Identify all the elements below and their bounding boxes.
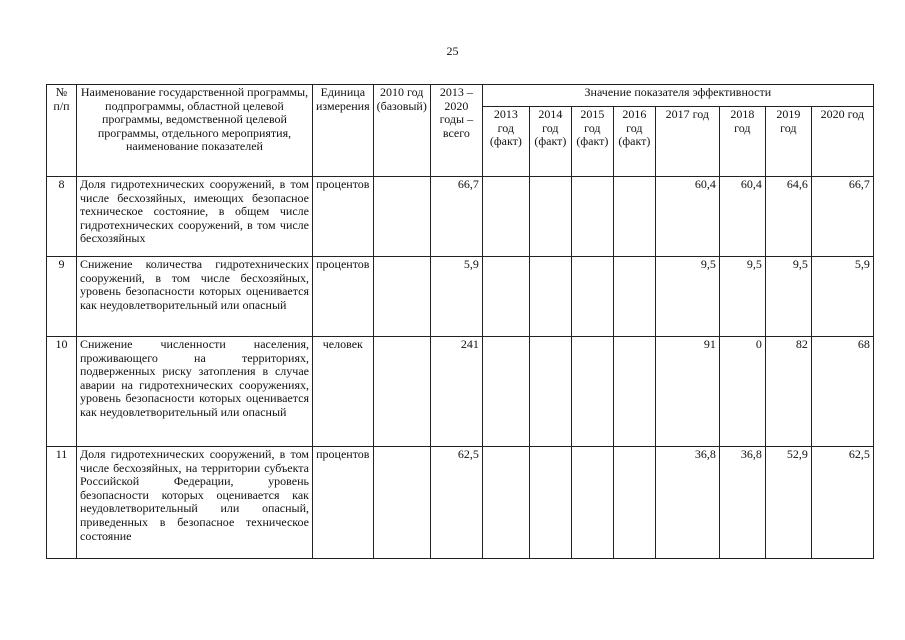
base-value (373, 177, 430, 257)
year-value (482, 257, 529, 337)
year-value (613, 177, 655, 257)
year-value (571, 337, 613, 447)
year-value: 36,8 (655, 447, 719, 559)
col-num-header (47, 85, 77, 177)
base-value (373, 447, 430, 559)
col-total-header: 2013 – 2020 годы – всего (430, 85, 482, 177)
year-value (529, 177, 571, 257)
year-value: 60,4 (655, 177, 719, 257)
table-row (47, 337, 874, 447)
year-value (613, 447, 655, 559)
year-value (613, 337, 655, 447)
year-header: 2016 год (факт) (613, 107, 655, 177)
indicator-values-header: Значение показателя эффективности (482, 85, 873, 107)
year-value: 62,5 (811, 447, 873, 559)
year-value (571, 257, 613, 337)
header-row (47, 85, 874, 107)
year-value: 9,5 (765, 257, 811, 337)
year-value: 9,5 (719, 257, 765, 337)
year-header: 2015 год (факт) (571, 107, 613, 177)
year-value (482, 177, 529, 257)
year-value: 68 (811, 337, 873, 447)
year-header: 2018 год (719, 107, 765, 177)
year-header: 2020 год (811, 107, 873, 177)
year-value (529, 257, 571, 337)
indicators-table (46, 84, 874, 559)
year-value: 0 (719, 337, 765, 447)
unit-cell: процентов (313, 177, 374, 257)
indicator-name: Снижение количества гидротехнических сооружений, в том числе бесхозяйных, уровень безопасности которых оценивается как неудовлетворительный или опасный (77, 257, 313, 337)
year-value (613, 257, 655, 337)
indicator-name: Доля гидротехнических сооружений, в том числе бесхозяйных, на территории субъекта Российской Федерации, уровень безопасности которых оценивается как неудовлетворительный или опасный, приведенных в безопасное техническое состояние (77, 447, 313, 559)
year-value (571, 177, 613, 257)
year-value: 64,6 (765, 177, 811, 257)
unit-cell: человек (313, 337, 374, 447)
unit-cell: процентов (313, 257, 374, 337)
year-value (529, 337, 571, 447)
table-row (47, 447, 874, 559)
year-value: 66,7 (811, 177, 873, 257)
row-number: 9 (47, 257, 77, 337)
base-value (373, 257, 430, 337)
indicator-name: Снижение численности населения, проживающего на территориях, подверженных риску затопления в случае аварии на гидротехнических сооружениях, уровень безопасности которых оценивается как неудовлетворительный или опасный (77, 337, 313, 447)
year-value: 5,9 (811, 257, 873, 337)
year-value (529, 447, 571, 559)
col-unit-header: Единица измерения (313, 85, 374, 177)
unit-cell: процентов (313, 447, 374, 559)
year-header: 2017 год (655, 107, 719, 177)
year-value (482, 337, 529, 447)
total-value: 66,7 (430, 177, 482, 257)
col-base-header: 2010 год (базовый) (373, 85, 430, 177)
year-value: 52,9 (765, 447, 811, 559)
year-value (571, 447, 613, 559)
indicator-name: Доля гидротехнических сооружений, в том числе бесхозяйных, имеющих безопасное техническое состояние, в общем числе гидротехнических сооружений, в том числе бесхозяйных (77, 177, 313, 257)
page-number: 25 (446, 44, 459, 58)
table-row (47, 257, 874, 337)
total-value: 62,5 (430, 447, 482, 559)
year-value: 60,4 (719, 177, 765, 257)
year-value: 82 (765, 337, 811, 447)
year-header: 2013 год (факт) (482, 107, 529, 177)
year-header: 2019 год (765, 107, 811, 177)
base-value (373, 337, 430, 447)
year-value: 9,5 (655, 257, 719, 337)
year-header: 2014 год (факт) (529, 107, 571, 177)
total-value: 5,9 (430, 257, 482, 337)
year-value (482, 447, 529, 559)
row-number: 11 (47, 447, 77, 559)
col-name-header: Наименование государственной программы, подпрограммы, областной целевой программы, ведомственной целевой программы, отдельного мероприятия, наименование показателей (77, 85, 313, 177)
row-number: 10 (47, 337, 77, 447)
table-row (47, 177, 874, 257)
year-value: 91 (655, 337, 719, 447)
row-number: 8 (47, 177, 77, 257)
total-value: 241 (430, 337, 482, 447)
year-value: 36,8 (719, 447, 765, 559)
col-num-label: № п/п (53, 85, 70, 113)
